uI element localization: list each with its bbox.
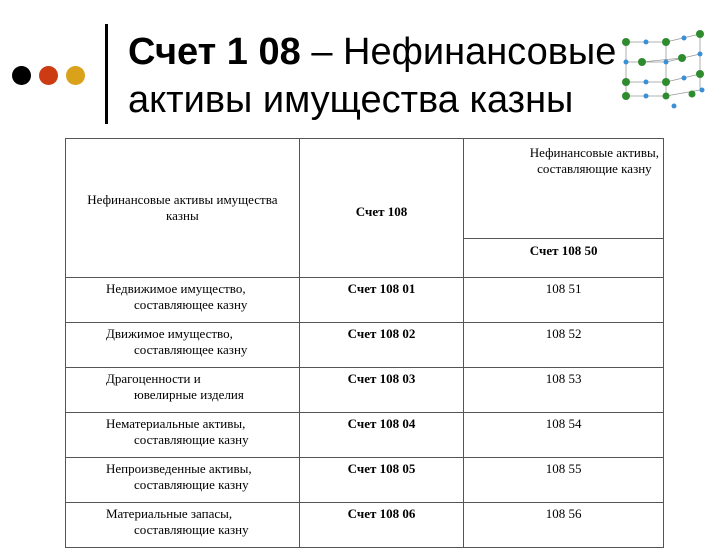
table-row: [66, 503, 664, 548]
row-subaccount: 108 52: [464, 323, 664, 368]
slide-title: [128, 28, 628, 124]
row-name-line2: составляющие казну: [134, 432, 249, 447]
header-account-10850: Счет 108 50: [464, 239, 664, 278]
yellow-dot: [66, 66, 85, 85]
table-row: [66, 278, 664, 323]
row-account: Счет 108 04: [299, 413, 464, 458]
row-name-line1: Непроизведенные активы,: [106, 461, 252, 476]
table-row: [66, 458, 664, 503]
row-name-line2: составляющие казну: [134, 522, 249, 537]
header-treasury-assets-line1: Нефинансовые активы,: [529, 145, 659, 160]
row-name-line2: составляющее казну: [134, 297, 248, 312]
row-account: Счет 108 01: [299, 278, 464, 323]
row-subaccount: 108 51: [464, 278, 664, 323]
title-divider: [105, 24, 108, 124]
table-row: [66, 323, 664, 368]
row-subaccount: 108 56: [464, 503, 664, 548]
accounts-table: [65, 138, 664, 548]
table-row: [66, 368, 664, 413]
molecule-lattice-icon: [612, 24, 712, 114]
row-account: Счет 108 06: [299, 503, 464, 548]
row-name-line1: Нематериальные активы,: [106, 416, 246, 431]
title-line2: активы имущества казны: [128, 79, 574, 121]
table-row: [66, 413, 664, 458]
header-account: Счет 108: [299, 139, 464, 278]
row-account: Счет 108 03: [299, 368, 464, 413]
row-account: Счет 108 02: [299, 323, 464, 368]
red-dot: [39, 66, 58, 85]
row-subaccount: 108 53: [464, 368, 664, 413]
row-name-line1: Движимое имущество,: [106, 326, 233, 341]
row-subaccount: 108 54: [464, 413, 664, 458]
header-assets: Нефинансовые активы имущества казны: [66, 139, 300, 278]
header-treasury-assets-line2: составляющие казну: [537, 161, 652, 176]
black-dot: [12, 66, 31, 85]
title-bold: Счет 1 08: [128, 31, 301, 73]
bullet-dots: [12, 66, 85, 85]
row-name-line1: Материальные запасы,: [106, 506, 233, 521]
row-name-line2: составляющие казну: [134, 477, 249, 492]
row-name-line1: Драгоценности и: [106, 371, 201, 386]
row-name-line1: Недвижимое имущество,: [106, 281, 246, 296]
row-name-line2: составляющее казну: [134, 342, 248, 357]
title-rest: – Нефинансовые: [300, 31, 617, 73]
row-name-line2: ювелирные изделия: [134, 387, 244, 402]
header-treasury-assets: [464, 139, 664, 239]
row-subaccount: 108 55: [464, 458, 664, 503]
row-account: Счет 108 05: [299, 458, 464, 503]
